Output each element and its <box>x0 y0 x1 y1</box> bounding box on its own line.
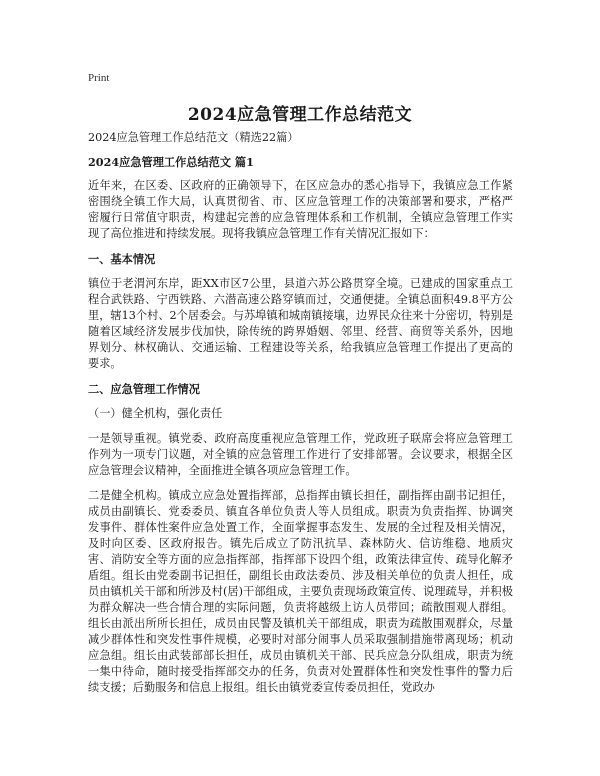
print-label: Print <box>88 72 110 84</box>
section-heading-emergency-work: 二、应急管理工作情况 <box>88 382 200 396</box>
subsection-heading-organization: （一）健全机构，强化责任 <box>88 407 223 420</box>
chapter-heading: 2024应急管理工作总结范文 篇1 <box>88 155 254 169</box>
leadership-paragraph: 一是领导重视。镇党委、政府高度重视应急管理工作，党政班子联席会将应急管理工作列为一项专门议题，对全镇的应急管理工作进行了安排部署。会议要求，根据全区应急管理会议精神，全面推进全镇各项应急管理工作。 <box>88 432 513 477</box>
section-heading-basic-info: 一、基本情况 <box>88 252 156 266</box>
document-subtitle: 2024应急管理工作总结范文（精选22篇） <box>88 131 299 144</box>
document-title: 2024应急管理工作总结范文 <box>187 105 413 125</box>
mechanism-paragraph: 二是健全机构。镇成立应急处置指挥部，总指挥由镇长担任，副指挥由副书记担任，成员由副镇长、党委委员、镇直各单位负责人等人员组成。职责为负责指挥、协调突发事件、群体性案件应急处置工作，全面掌握事态发生、发展的全过程及相关情况，及时向区委、区政府报告。镇先后成立了防汛抗旱、森林防火、信访维稳、地质灾害、消防安全等方面的应急指挥部，指挥部下设四个组，政策法律宣传、疏导化解矛盾组。组长由党委副书记担任，副组长由政法委员、涉及相关单位的负责人担任，成员由镇机关干部和所涉及村(居)干部组成，主要负责现场政策宣传、说理疏导，并积极为群众解决一些合情合理的实际问题，负责将越级上访人员带回；疏散围观人群组。组长由派出所所长担任，成员由民警及镇机关干部组成，职责为疏散围观群众，尽量减少群体性和突发性事件规模，必要时对部分闹事人员采取强制措施带离现场；机动应急组。组长由武装部部长担任，成员由镇机关干部、民兵应急分队组成，职责为统一集中待命，随时接受指挥部交办的任务，负责对处置群体性和突发性事件的警力后续支援；后勤服务和信息上报组。组长由镇党委宣传委员担任，党政办 <box>88 489 513 694</box>
basic-info-paragraph: 镇位于老渭河东岸，距XX市区7公里，县道六苏公路贯穿全境。已建成的国家重点工程合武铁路、宁西铁路、六潜高速公路穿镇而过，交通便捷。全镇总面积49.8平方公里，辖13个村、2个居委会。与苏埠镇和城南镇接壤，边界民众往来十分密切，特别是随着区域经济发展步伐加快，除传统的跨界婚姻、邻里、经营、商贸等关系外，因地界划分、林权确认、交通运输、工程建设等关系，给我镇应急管理工作提出了更高的要求。 <box>88 277 513 370</box>
intro-paragraph: 近年来，在区委、区政府的正确领导下，在区应急办的悉心指导下，我镇应急工作紧密围绕全镇工作大局，认真贯彻省、市、区应急管理工作的决策部署和要求，严格严密履行日常值守职责，构建起完善的应急管理体系和工作机制，全镇应急管理工作实现了高位推进和持续发展。现将我镇应急管理工作有关情况汇报如下： <box>88 179 513 240</box>
document-body <box>88 130 513 705</box>
